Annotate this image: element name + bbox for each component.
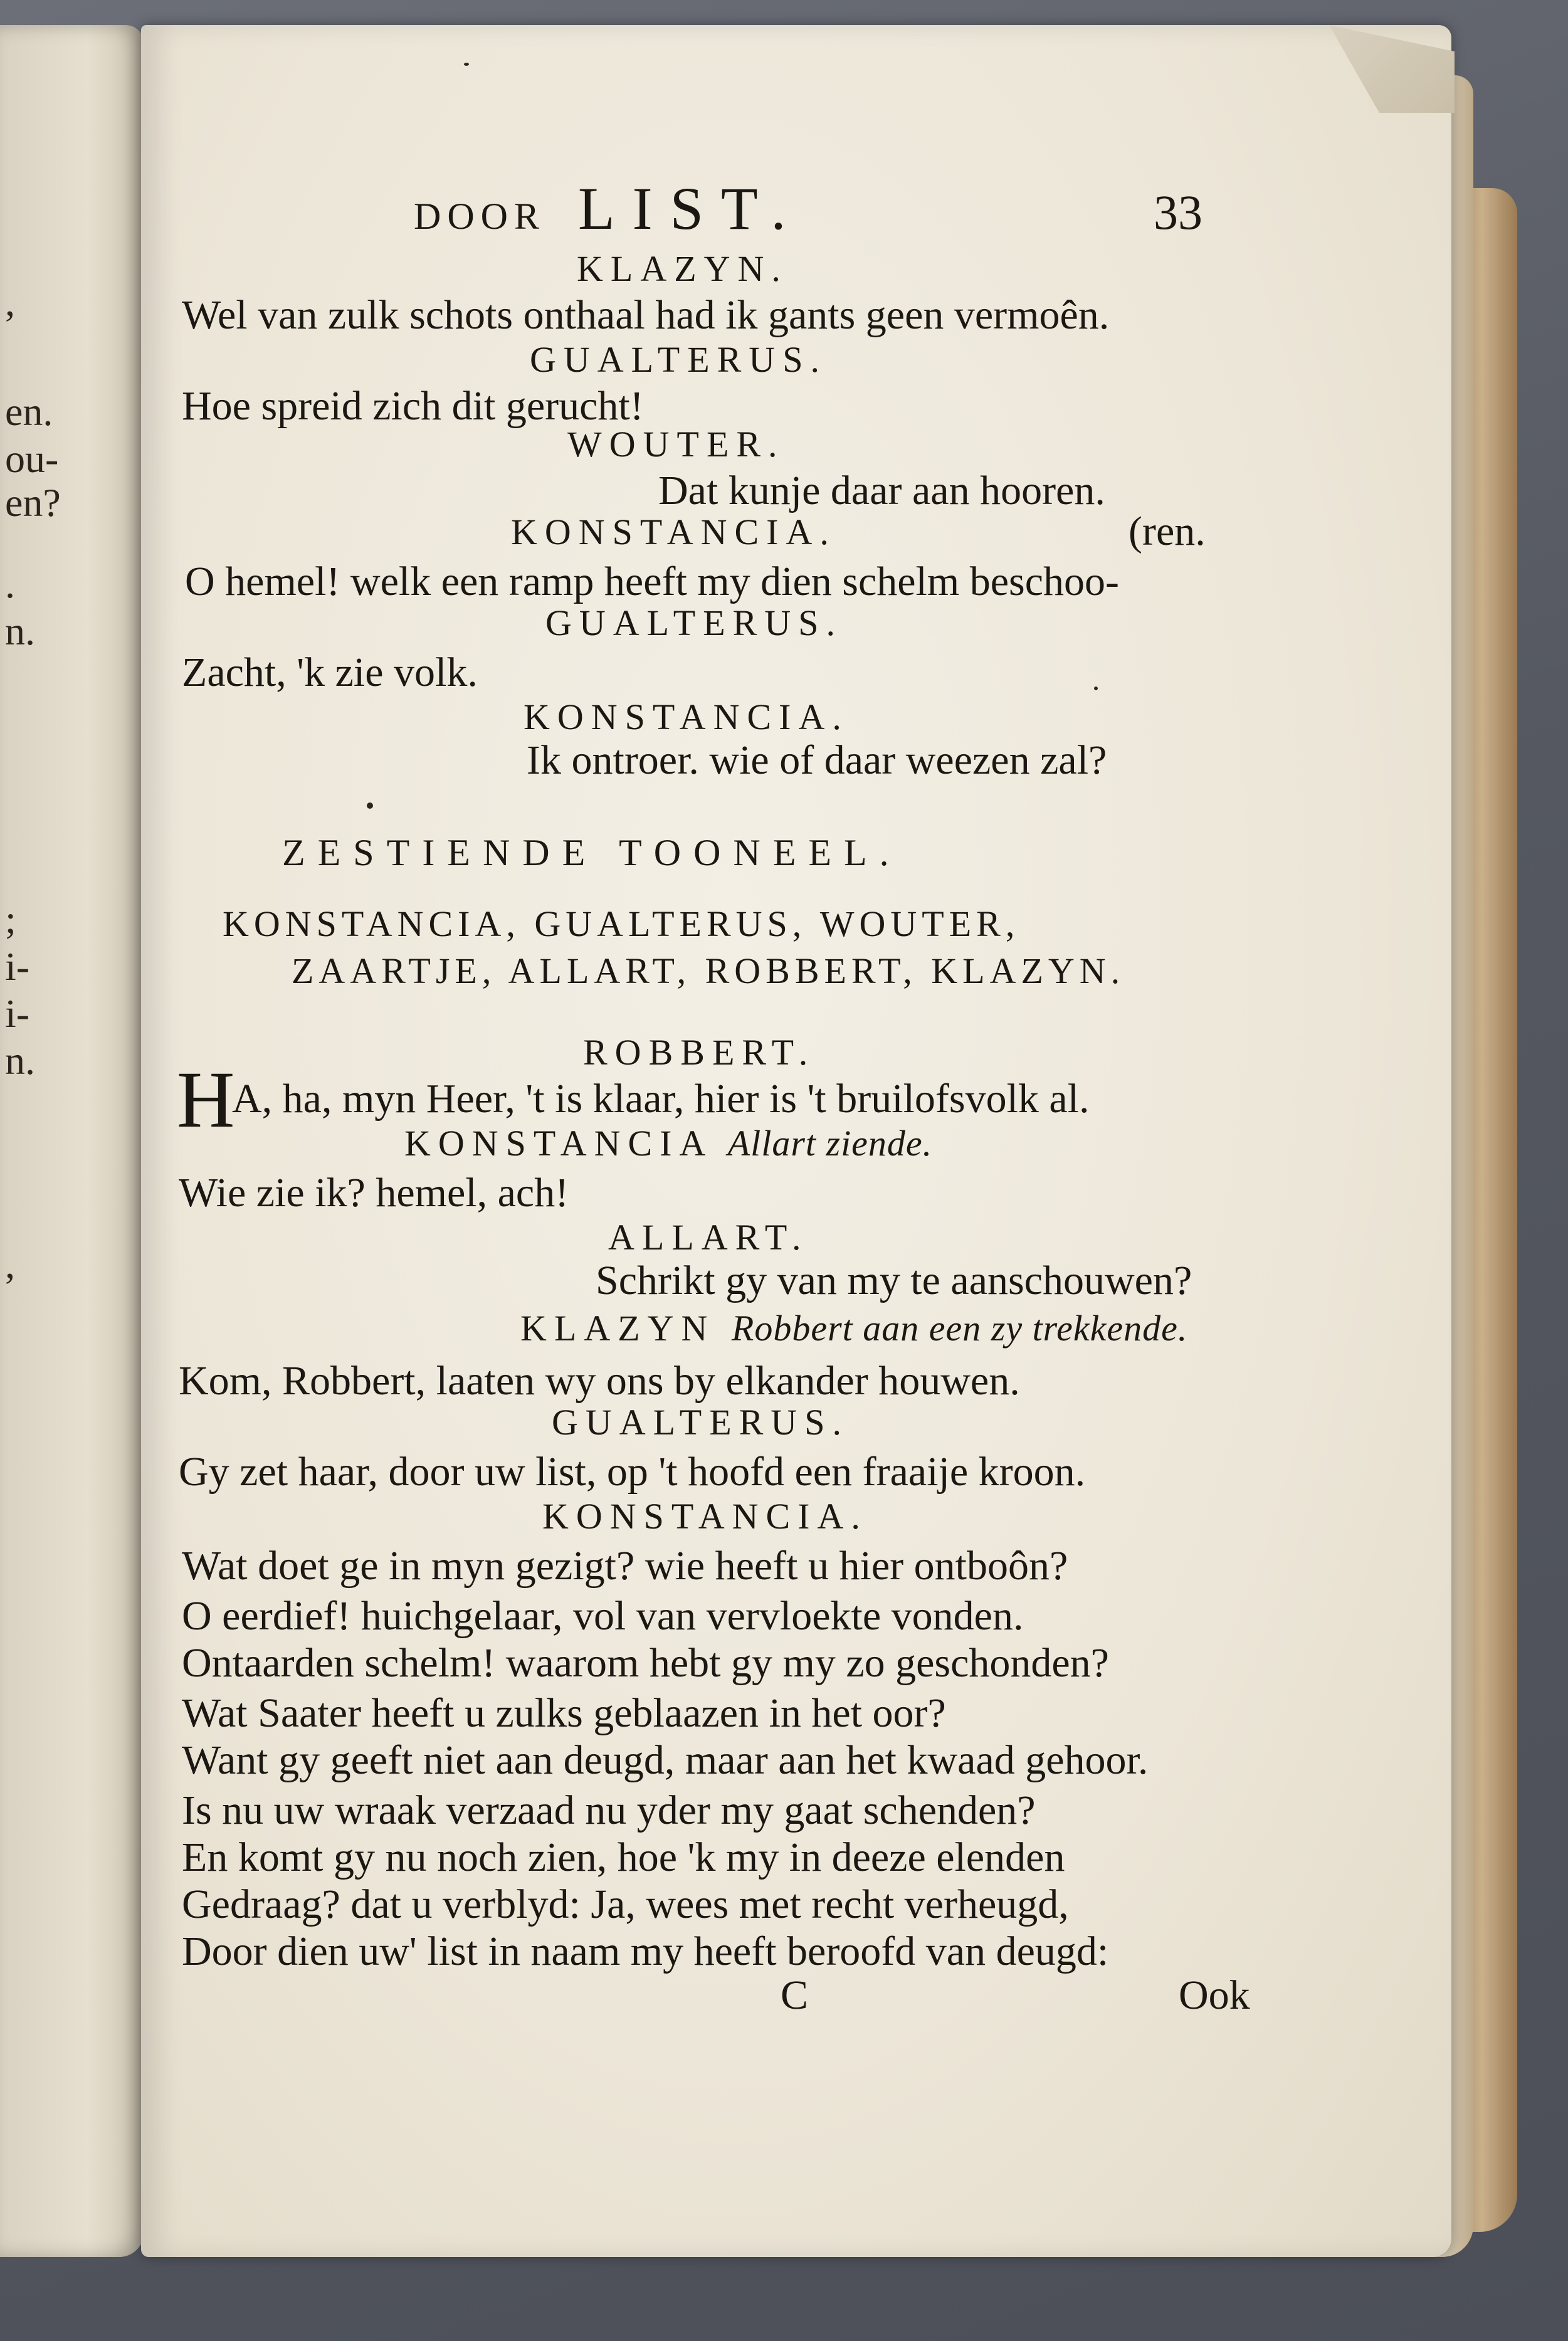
verse-line: O eerdief! huichgelaar, vol van vervloekte vonden. (182, 1593, 1024, 1639)
left-fragment: ; (5, 897, 16, 942)
speaker-gualterus: GUALTERUS. (545, 602, 843, 643)
verse-line: Is nu uw wraak verzaad nu yder my gaat schenden? (182, 1787, 1036, 1833)
running-head (414, 175, 804, 242)
verse-line: Dat kunje daar aan hooren. (658, 468, 1105, 513)
speaker-wouter: WOUTER. (567, 424, 785, 465)
left-fragment: n. (5, 609, 35, 653)
running-head-list: LIST. (578, 175, 804, 242)
verse-line: A, ha, myn Heer, 't is klaar, hier is 't bruilofsvolk al. (232, 1076, 1090, 1122)
ink-speck (1094, 687, 1098, 690)
ink-speck (464, 63, 469, 66)
speaker-name: KONSTANCIA (404, 1123, 712, 1164)
verse-line: En komt gy nu noch zien, hoe 'k my in deeze elenden (182, 1834, 1065, 1880)
verse-line: Wie zie ik? hemel, ach! (179, 1170, 569, 1216)
verse-line: Gy zet haar, door uw list, op 't hoofd een fraaije kroon. (179, 1449, 1086, 1495)
verse-line: Gedraag? dat u verblyd: Ja, wees met recht verheugd, (182, 1881, 1069, 1927)
left-facing-page (0, 25, 144, 2257)
left-fragment: en? (5, 480, 61, 525)
speaker-klazyn: KLAZYN. (577, 248, 788, 289)
verse-line: Door dien uw' list in naam my heeft beroofd van deugd: (182, 1928, 1109, 1974)
verse-line: Schrikt gy van my te aanschouwen? (596, 1258, 1192, 1303)
verse-line: Wel van zulk schots onthaal had ik gants geen vermoên. (182, 292, 1110, 338)
speaker-robbert: ROBBERT. (583, 1032, 816, 1073)
left-fragment: i- (5, 944, 30, 989)
speaker-name: KLAZYN (520, 1308, 715, 1349)
left-fragment: en. (5, 389, 53, 434)
left-fragment: . (5, 562, 15, 606)
speaker-konstancia: KONSTANCIA. (511, 512, 836, 552)
verse-line: Zacht, 'k zie volk. (182, 650, 478, 695)
verse-line: O hemel! welk een ramp heeft my dien schelm beschoo- (185, 559, 1119, 604)
verse-line: Wat doet ge in myn gezigt? wie heeft u hier ontboôn? (182, 1543, 1068, 1589)
scene-title: ZESTIENDE TOONEEL. (282, 832, 902, 873)
left-fragment: , (5, 280, 15, 324)
verse-line: Hoe spreid zich dit gerucht! (182, 383, 644, 429)
verse-line: Wat Saater heeft u zulks geblaazen in het oor? (182, 1690, 946, 1736)
drop-capital: H (177, 1055, 235, 1144)
speaker-gualterus: GUALTERUS. (552, 1402, 849, 1443)
turnover-fragment: (ren. (1129, 508, 1206, 554)
running-head-door: DOOR (414, 196, 546, 237)
verse-line: Ontaarden schelm! waarom hebt gy my zo geschonden? (182, 1640, 1109, 1686)
stage-direction: Robbert aan een zy trekkende. (731, 1308, 1188, 1349)
left-fragment: ou- (5, 436, 59, 481)
verse-line: Kom, Robbert, laaten wy ons by elkander houwen. (179, 1358, 1020, 1404)
cast-list: KONSTANCIA, GUALTERUS, WOUTER, (223, 903, 1020, 944)
speaker-allart: ALLART. (608, 1217, 809, 1258)
speaker-klazyn (520, 1310, 1187, 1347)
left-fragment: , (5, 1242, 15, 1286)
speaker-konstancia (404, 1125, 932, 1162)
stage-direction: Allart ziende. (727, 1123, 933, 1164)
signature-mark: C (781, 1972, 809, 2018)
left-fragment: n. (5, 1038, 35, 1083)
cast-list: ZAARTJE, ALLART, ROBBERT, KLAZYN. (292, 950, 1125, 991)
speaker-konstancia: KONSTANCIA. (524, 697, 849, 737)
page-number: 33 (1154, 185, 1202, 239)
verse-line: Ik ontroer. wie of daar weezen zal? (527, 737, 1107, 783)
catchword: Ook (1179, 1972, 1250, 2018)
verse-line: Want gy geeft niet aan deugd, maar aan het kwaad gehoor. (182, 1737, 1149, 1783)
left-fragment: i- (5, 991, 30, 1036)
ink-speck (367, 802, 373, 809)
speaker-gualterus: GUALTERUS. (530, 339, 827, 380)
speaker-konstancia: KONSTANCIA. (542, 1496, 868, 1537)
